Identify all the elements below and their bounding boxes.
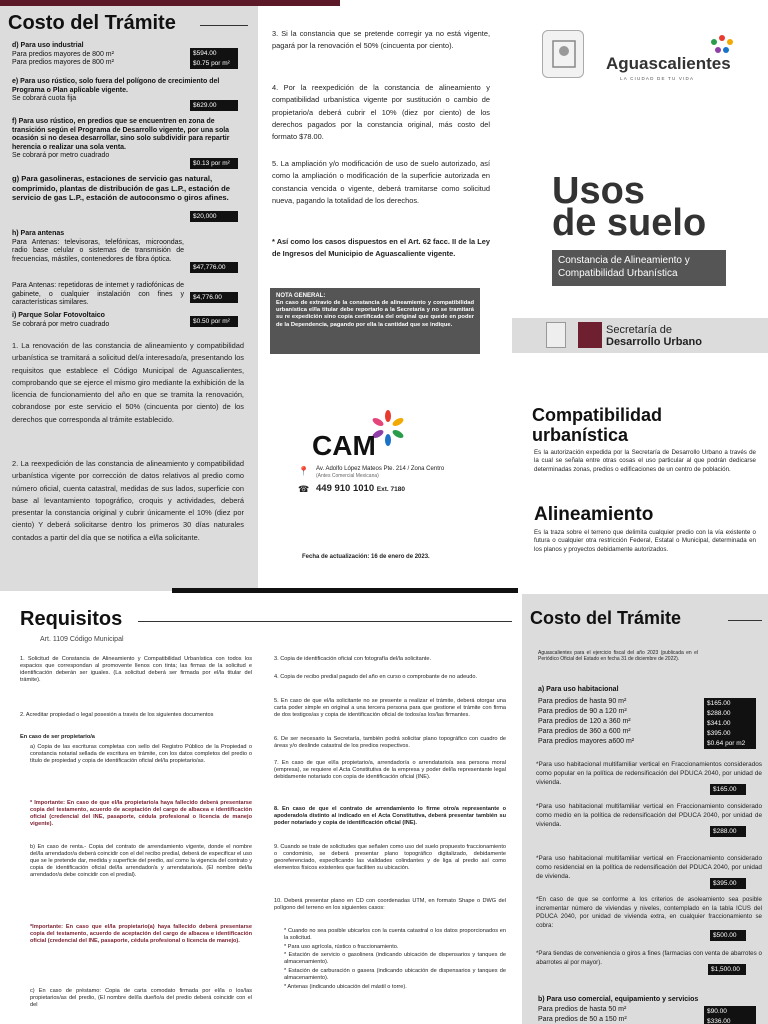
compatibilidad-title: Compatibilidad urbanística xyxy=(532,405,662,445)
price-row-label: Para predios de 360 a 600 m² xyxy=(538,728,631,735)
price-chip: $395.00 xyxy=(710,878,746,889)
price-row-label: Para predios de hasta 90 m² xyxy=(538,698,627,705)
req-10-bullet-4: * Estación de carburación o gasera (indicando ubicación de dispensarios y tanques de almacenamiento). xyxy=(284,968,506,981)
asoleamiento-note: *En caso de que se conforme a los criterios de asoleamiento sea posible incrementar número de viviendas y niveles, contemplado en la tabla ICUS del PDUCA 2040, por unidad de vivienda extra, en cualquier fraccionamiento se cobra: xyxy=(536,896,762,929)
secretaria-label2: Desarrollo Urbano xyxy=(606,336,702,348)
section-d xyxy=(12,42,184,68)
price-row-label: Para predios de 90 a 120 m² xyxy=(538,708,627,715)
price-chip: $341.00 xyxy=(704,718,756,729)
address-line1: Av. Adolfo López Mateos Pte. 214 / Zona Centro xyxy=(316,466,445,472)
price-chip: $47,776.00 xyxy=(190,262,238,273)
req-3: 3. Copia de identificación oficial con fotografía del/la solicitante. xyxy=(274,656,432,662)
section-g xyxy=(12,174,246,203)
section-h-line1: Para Antenas: televisoras, telefónicas, microondas, radio base celular o sistemas de transmisión de frecuencias, mástiles, contenedores de fibra óptica. xyxy=(12,238,184,263)
req-5: 5. En caso de que el/la solicitante no se presente a realizar el trámite, deberá otorgar una carta poder simple en original a una tercera persona para que gestione el trámite con firma de dos testigos/as y copia de identificación oficial de todos/as los/las firmantes. xyxy=(274,698,506,718)
paragraph-1: 1. La renovación de las constancia de alineamiento y compatibilidad urbanística se tramitará a solicitud del/a interesado/a, presentando los requisitos que establece el Código Municipal de Aguascalientes, comprobando que se ejerce el mismo giro mediante la exhibición de la licencia de funcionamiento del año en que se tramita la renovación, cobrandose por este servicio el 50% (cincuenta por ciento) de los derechos que corresponda al trámite establecido. xyxy=(12,341,244,424)
phone-ext: Ext. 7180 xyxy=(376,486,405,493)
cover-subtitle: Constancia de Alineamiento y Compatibilidad Urbanística xyxy=(552,250,726,286)
price-row-label: Para predios mayores a600 m² xyxy=(538,738,635,745)
section-d-line1: Para predios mayores de 800 m² xyxy=(12,50,114,58)
update-date: Fecha de actualización: 16 de enero de 2023. xyxy=(302,554,430,560)
price-row-label: Para predios de 120 a 360 m² xyxy=(538,718,631,725)
section-h xyxy=(12,230,184,264)
panel-costo-1 xyxy=(0,6,258,591)
req-8: 8. En caso de que el contrato de arrendamiento lo firme otro/a representante o apoderado/a distinto al indicado en el Acta Constitutiva, deberá presentar también su poder notariado y copia de identificación oficial (INE). xyxy=(274,806,506,826)
nota-general-box xyxy=(270,288,480,354)
owner-case-title: En caso de ser propietario/a xyxy=(20,734,95,740)
cam-label: CAM xyxy=(312,430,376,461)
section-g-title: g) Para gasolineras, estaciones de servicio gas natural, comprimido, plantas de distribución de gas L.P., estación de servicio de gas L.P., estación de autoconsmo o giros afines. xyxy=(12,174,231,203)
section-f-title: f) Para uso rústico, en predios que se encuentren en zona de transición según el Programa de Desarrollo vigente, por una sola ocasión si no desea desarrollar, sino solo subdividir para repartir herencia o realizar una sola venta. xyxy=(12,118,230,151)
req-1: 1. Solicitud de Constancia de Alineamiento y Compatibilidad Urbanística con todos los espacios que correspondan al promovente llenos con tinta; las firmas de la solicitud e identificación deberán ser iguales. (La solicitud deberá ser firmada por el/la titular del trámite). xyxy=(20,656,252,683)
alineamiento-title: Alineamiento xyxy=(534,504,654,525)
req-6: 6. De ser necesario la Secretaría, también podrá solicitar plano topográfico con cuadro de áreas y/o deslinde catastral de los predios respectivos. xyxy=(274,736,506,749)
section-e-title: e) Para uso rústico, solo fuera del polígono de crecimiento del Programa o Plan aplicable vigente. xyxy=(12,78,220,94)
multifamiliar-residencial: *Para uso habitacional multifamiliar vertical en Fraccionamiento considerado como residencial en la política de redensificación del PDUCA 2040, por unidad de vivienda. xyxy=(536,855,762,880)
costo-title: Costo del Trámite xyxy=(530,608,682,628)
section-h-line2: Para Antenas: repetidoras de internet y radiofónicas de gabinete, o cualquier instalación con fines y características similares. xyxy=(12,282,184,307)
habitacional-title: a) Para uso habitacional xyxy=(538,686,619,693)
requisitos-rule xyxy=(138,621,512,622)
section-e-line: Se cobrará cuota fija xyxy=(12,95,77,103)
tiendas-note: *Para tiendas de conveniencia o giros a fines (farmacias con venta de abarrotes o abarrotes al por mayor). xyxy=(536,950,762,966)
location-icon: 📍 xyxy=(298,466,310,476)
brand-tagline: LA CIUDAD DE TU VIDA xyxy=(620,76,695,81)
cover-title-line1: Usos xyxy=(552,170,645,212)
paragraph-3: 3. Si la constancia que se pretende corregir ya no está vigente, pagará por la renovación el 50% (cincuenta por ciento). xyxy=(272,29,490,51)
important-note-1: * Importante: En caso de que el/la propietario/a haya fallecido deberá presentarse copia del testamento, acuerdo de aceptación del cargo de albacea e identificación oficial (credencial del INE, pasaporte, cédula profesional o licencia de manejo vigente). xyxy=(30,800,252,827)
price-chip: $90.00 xyxy=(704,1006,756,1017)
req-2: 2. Acreditar propiedad o legal posesión a través de los siguientes documentos xyxy=(20,712,214,718)
req-4: 4. Copia de recibo predial pagado del año en curso o comprobante de no adeudo. xyxy=(274,674,478,680)
price-chip: $500.00 xyxy=(710,930,746,941)
panel-requisitos xyxy=(0,594,522,1024)
seal-icon xyxy=(543,31,585,79)
cam-logo xyxy=(310,408,420,468)
section-h-title: h) Para antenas xyxy=(12,230,65,237)
costo-intro: Aguascalientes para el ejercicio fiscal del año 2023 (publicada en el Periódico Oficial del Estado en fecha 31 de diciembre de 2022). xyxy=(538,650,698,663)
article-ref: Art. 1109 Código Municipal xyxy=(40,636,124,643)
req-c: c) En caso de préstamo: Copia de carta comodato firmada por el/la o los/las propietarios/as del predio, (El nombre del/la dueño/a del predio deberá coincidir con el del xyxy=(30,988,252,1008)
small-seal-icon xyxy=(546,322,566,348)
secretaria-band xyxy=(512,318,768,353)
price-chip: $288.00 xyxy=(704,708,756,719)
important-note-2: *Importante: En caso que el/la propietario(a) haya fallecido deberá presentarse copia del testamento, acuerdo de aceptación del cargo de albacea e identificación oficial (credencial del INE, pasaporte, cédula profesional o licencia de manejo). xyxy=(30,924,252,944)
phone-number xyxy=(316,483,405,494)
price-chip: $165.00 xyxy=(710,784,746,795)
alineamiento-body: Es la traza sobre el terreno que delimita cualquier predio con la vía existente o futura o cualquier otra restricción Federal, Estatal o Municipal, determinada en los planos y proyectos debidamente autorizados. xyxy=(534,529,756,553)
section-i xyxy=(12,312,184,329)
req-10-bullet-1: * Cuando no sea posible ubicarlos con la cuenta catastral o los datos proporcionados en la solicitud. xyxy=(284,928,506,941)
req-7: 7. En caso de que el/la propietario/a, arrendador/a o arrendatario/a sea persona moral (empresa), se requiere el Acta Constitutiva de la empresa y poder del/la representante legal debidamente notariado con copia de identificación oficial (INE). xyxy=(274,760,506,780)
req-9: 9. Cuando se trate de solicitudes que señalen como uso del suelo propuesto fraccionamiento o condominio, se deberá presentar plano topográfico digitalizado, debidamente georeferenciado, especificando las vialidades colindantes y de liga al predio así como elementos físicos existentes que faciliten su ubicación. xyxy=(274,844,506,871)
req-b: b) En caso de renta.- Copia del contrato de arrendamiento vigente, donde el nombre del/la arrendador/a deberá coincidir con el del recibo predial, deberá de especificar el uso que se le pretende dar, medida y superficie del predio, así como la vigencia del contrato y copia de identificación oficial del/la arrendador/a y arrendatario/a. (El nombre del/la arrendador/a debe coincidir con el predial). xyxy=(30,844,253,878)
price-chip: $594.00 xyxy=(190,48,238,59)
req-10: 10. Deberá presentar plano en CD con coordenadas UTM, en formato Shape o DWG del polígono del terreno en los siguientes casos: xyxy=(274,898,506,911)
price-chip: $1,500.00 xyxy=(708,964,746,975)
paragraph-5: 5. La ampliación y/o modificación de uso de suelo autorizado, así como la ampliación o modificación de la superficie autorizada en constancia vencida o vigente, deberá tramitarse como solicitud nueva, pagando la totalidad de los derechos. xyxy=(272,159,490,205)
req-10-bullet-2: * Para uso agrícola, rústico o fraccionamiento. xyxy=(284,944,399,950)
req-a: a) Copia de las escrituras completas con sello del Registro Público de la Propiedad o constancia notarial sellada de escritura en trámite, con los datos completos del predio o título de propiedad y copia de identificación oficial del/la propietario/as. xyxy=(30,744,252,764)
price-chip: $20,000 xyxy=(190,211,238,222)
secretaria-icon xyxy=(578,322,602,348)
price-chip: $288.00 xyxy=(710,826,746,837)
section-f-line: Se cobrará por metro cuadrado xyxy=(12,152,110,160)
paragraph-4: 4. Por la reexpedición de la constancia de alineamiento y compatibilidad urbanística vigente por sustitución o cambio de propietario/a deberá cubrir el 10% (diez por ciento) de los derechos pagados por la constancia original, más costo del formato $78.00. xyxy=(272,83,490,142)
phone-digits: 449 910 1010 xyxy=(316,483,375,494)
panel-notes xyxy=(258,6,502,591)
section-d-line2: Para predios mayores de 800 m² xyxy=(12,59,114,67)
nota-title: NOTA GENERAL: xyxy=(276,293,326,299)
note-art-62: * Así como los casos dispuestos en el Art. 62 facc. II de la Ley de Ingresos del Municipio de Aguascaliente vigente. xyxy=(272,237,490,259)
section-f xyxy=(12,118,240,161)
compatibilidad-body: Es la autorización expedida por la Secretaría de Desarrollo Urbano a través de la cual se señala entre otras cosas el uso particular al que podrán dedicarse determinadas zonas, predios o edificaciones de un centro de población. xyxy=(534,449,756,473)
comercial-title: b) Para uso comercial, equipamiento y servicios xyxy=(538,996,699,1003)
req-10-bullet-5: * Antenas (indicando ubicación del mástil o torre). xyxy=(284,984,407,990)
price-chip: $0.64 por m2 xyxy=(704,738,756,749)
panel-costo-2 xyxy=(522,594,768,1024)
price-chip: $0.75 por m² xyxy=(190,58,238,69)
multifamiliar-medio: *Para uso habitacional multifamiliar vertical en Fraccionamiento considerado como medio en la política de redensificación del PDUCA 2040, por unidad de vivienda. xyxy=(536,803,762,828)
price-chip: $395.00 xyxy=(704,728,756,739)
section-i-line: Se cobrará por metro cuadrado xyxy=(12,320,110,328)
nota-body: En caso de extravío de la constancia de alineamiento y compatibilidad urbanística el/la titular debe reportarlo a la Secretaría y no se tramitará su re expedición sino copia certificada del original que quede en poder de la Dependencia, pagando por ella la cantidad que se indique. xyxy=(276,300,474,328)
price-chip: $629.00 xyxy=(190,100,238,111)
paragraph-2: 2. La reexpedición de las constancia de alineamiento y compatibilidad urbanística vigente por corrección de datos relativos al predio como número oficial, cuenta catastral, medidas de sus lados, superficie con base al levantamiento topográfico, croquis y actividades, deberá presentar la constancia original y cubrir únicamente el 10% (diez por ciento) Y deberá solicitarse dentro los primeros 30 días naturales contados a partir del día que se notifica a el/la solicitante. xyxy=(12,459,244,542)
price-row-label: Para predios de hasta 50 m² xyxy=(538,1006,627,1013)
divider-bar xyxy=(172,588,518,593)
title-rule xyxy=(200,25,248,26)
price-chip: $336.00 xyxy=(704,1016,756,1024)
price-chip: $0.50 por m² xyxy=(190,316,238,327)
costo-rule xyxy=(728,620,762,621)
price-chip: $4,776.00 xyxy=(190,292,238,303)
price-chip: $0.13 por m² xyxy=(190,158,238,169)
req-10-bullet-3: * Estación de servicio o gasolinera (indicando ubicación de dispensarios y tanques de almacenamiento). xyxy=(284,952,506,965)
section-d-title: d) Para uso industrial xyxy=(12,42,84,49)
panel-title: Costo del Trámite xyxy=(8,12,176,34)
multifamiliar-popular: *Para uso habitacional multifamiliar vertical en Fraccionamientos considerados como popular en la política de redensificación del PDUCA 2040, por unidad de vivienda. xyxy=(536,761,762,786)
phone-icon: ☎ xyxy=(298,484,310,494)
cover-title-line2: de suelo xyxy=(552,202,707,244)
price-row-label: Para predios de 50 a 150 m² xyxy=(538,1016,627,1023)
secretaria-label1: Secretaría de xyxy=(606,324,673,336)
requisitos-title: Requisitos xyxy=(20,608,123,630)
price-chip: $165.00 xyxy=(704,698,756,709)
section-i-title: i) Parque Solar Fotovoltaico xyxy=(12,312,105,319)
brand-name: Aguascalientes xyxy=(606,54,731,73)
municipal-seal xyxy=(542,30,584,78)
panel-cover xyxy=(502,0,768,591)
address-line2: (Antes Comercial Mexicana) xyxy=(316,473,379,479)
